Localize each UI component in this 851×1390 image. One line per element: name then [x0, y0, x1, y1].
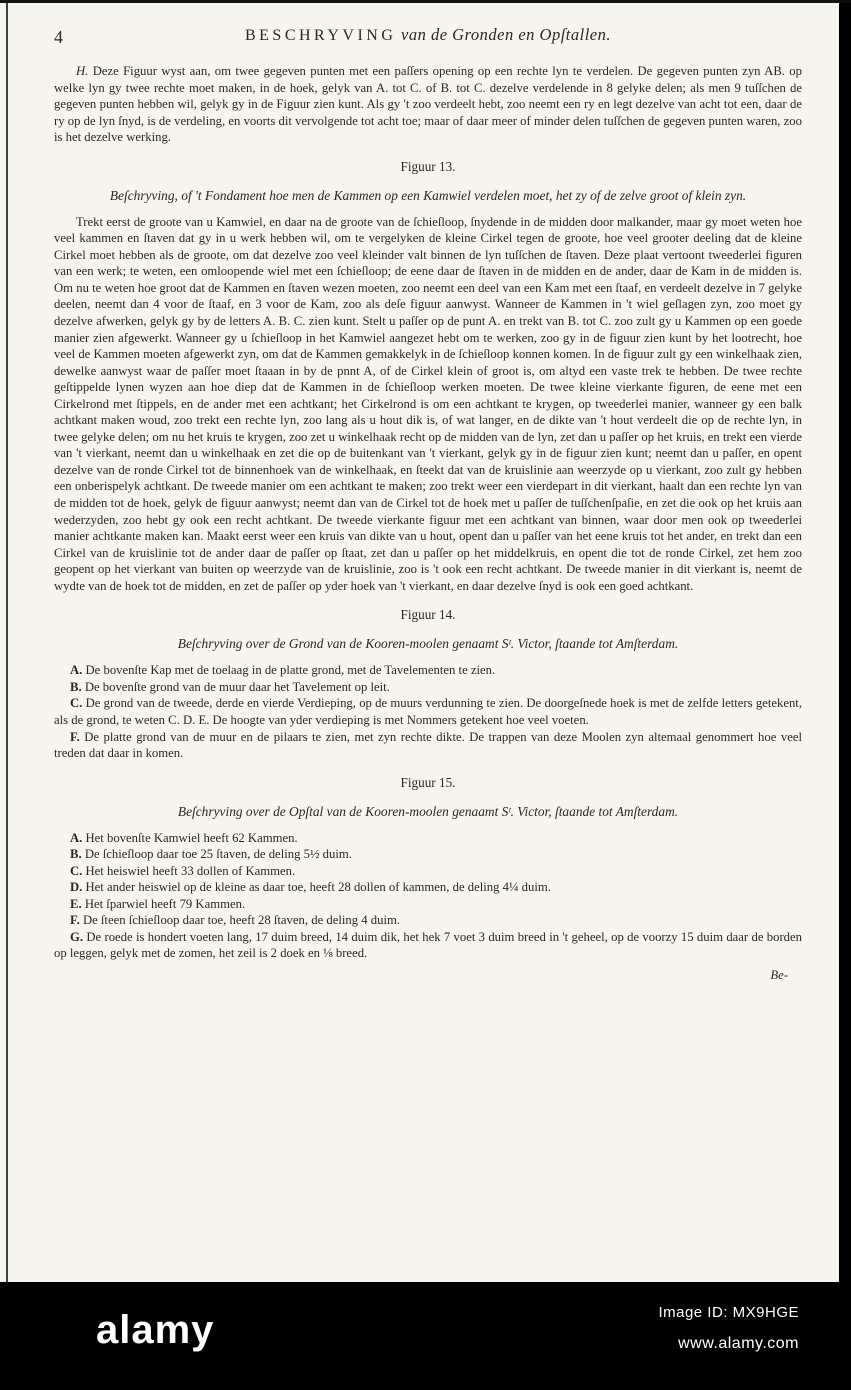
item-text: De ſteen ſchieſloop daar toe, heeft 28 ſtaven, de deling 4 duim. [79, 913, 401, 928]
item-text: De roede is hondert voeten lang, 17 duim breed, 14 duim dik, het hek 7 voet 3 duim breed in 't geheel, op de voorzy 15 duim daar de borden op leggen, gelyk met de zomen, het zeil is 2 doek en ⅛ breed. [54, 929, 802, 961]
page-header [54, 21, 802, 55]
intro-lead-letter: H. [76, 64, 89, 78]
item-text: De ſchieſloop daar toe 25 ſtaven, de deling 5½ duim. [81, 847, 352, 862]
running-title-italic: van de Gronden en Opſtallen. [396, 25, 611, 44]
item-text: Het ander heiswiel op de kleine as daar toe, heeft 28 dollen of kammen, de deling 4¼ duim. [82, 880, 551, 895]
scan-right-edge [839, 3, 851, 1285]
catchword: Be- [770, 967, 788, 982]
list-item [54, 879, 802, 896]
item-letter: C. [70, 696, 83, 711]
running-title [54, 25, 802, 45]
list-item [54, 896, 802, 913]
list-item [54, 662, 802, 679]
page-number: 4 [54, 27, 63, 47]
item-text: De platte grond van de muur en de pilaars te zien, met zyn rechte dikte. De trappen van deze Moolen zyn altemaal genommert hoe veel treden dat daar in komen. [54, 729, 802, 761]
scan-left-edge [6, 3, 8, 1285]
item-letter: E. [70, 896, 82, 911]
item-letter: G. [70, 929, 84, 944]
watermark-bar [0, 1282, 851, 1390]
figure-13-subtitle: Beſchryving, of 't Fondament hoe men de Kammen op een Kamwiel verdelen moet, het zy of de zelve groot of klein zyn. [109, 187, 747, 203]
item-text: De bovenſte grond van de muur daar het Tavelement op leit. [81, 679, 390, 694]
watermark-meta [658, 1304, 799, 1353]
item-letter: F. [70, 913, 80, 928]
figure-14-items [54, 662, 802, 761]
figure-13-caption: Figuur 13. [400, 158, 456, 174]
list-item [54, 929, 802, 962]
item-letter: A. [70, 663, 83, 678]
item-letter: D. [70, 880, 83, 895]
item-text: De bovenſte Kap met de toelaag in de platte grond, met de Tavelementen te zien. [82, 663, 496, 678]
alamy-logo: alamy [96, 1308, 215, 1352]
image-id-label: Image ID: MX9HGE [658, 1304, 799, 1321]
list-item [54, 912, 802, 929]
item-text: De grond van de tweede, derde en vierde Verdieping, op de muurs verdunning te zien. De doorgeſnede hoek is met de zelfde letters getekent, als de grond, te weten C. D. E. De hoogte van yder verdieping is met Nommers getekent hoe veel voeten. [54, 696, 802, 727]
list-item [54, 846, 802, 863]
alamy-url: www.alamy.com [678, 1335, 799, 1352]
item-letter: C. [70, 863, 83, 878]
item-letter: B. [70, 679, 82, 694]
intro-text: Deze Figuur wyst aan, om twee gegeven punten met een paſſers opening op een rechte lyn te verdelen. De gegeven punten zyn AB. op welke lyn gy twee rechte moet maken, in de hoek, gelyk van A. tot C. of B. tot C. dezelve verdelende in 8 gelyke delen; als men 9 tuſſchen de gegeven punten hebben wil, gelyk gy in de Figuur zien kunt. Als gy 't zoo verdeelt hebt, zoo neemt een ry en legt dezelve van acht tot een, daar de ry op de lyn ſnyd, is de verdeling, en voorts dit vervolgende tot acht toe; maar of daar meer of minder delen tuſſchen de gegeven punten waren, zoo is het dezelve werking. [54, 64, 802, 145]
list-item [54, 729, 802, 762]
figure-15-caption: Figuur 15. [400, 774, 456, 790]
item-letter: A. [70, 830, 83, 845]
figure-15-items [54, 830, 802, 962]
item-text: Het bovenſte Kamwiel heeft 62 Kammen. [82, 830, 298, 845]
list-item [54, 679, 802, 696]
list-item [54, 695, 802, 728]
text-column [54, 21, 802, 983]
list-item [54, 830, 802, 847]
item-letter: B. [70, 847, 82, 862]
figure-15-subtitle: Beſchryving over de Opſtal van de Kooren-moolen genaamt Sᵗ. Victor, ſtaande tot Amſterdam. [177, 803, 679, 819]
item-text: Het ſparwiel heeft 79 Kammen. [81, 896, 246, 911]
item-letter: F. [70, 729, 80, 744]
figure-13-body: Trekt eerst de groote van u Kamwiel, en daar na de groote van de ſchieſloop, ſnydende in de midden door malkander, maar gy moet weten hoe veel kammen en ſtaven dat gy in u werk hebben wil, om te vergelyken de kleine Cirkel tegen de groote, hoe veel grooter deeling dat de kleine Cirkel moet hebben als de groote, om dat dezelve zoo veel kleinder valt binnen de lyn tuſſchen de ſtaven. Deze plaat vertoont tweederlei figuren van een werk; te weten, een omloopende wiel met een ſchieſloop; de eene daar de ſtaven in de midden en de ander, daar de Kam in de midden is. Om nu te weten hoe groot dat de Kammen en ſtaven wezen moeten, zoo neemt een deel van een Kam met een ſtaaf, en verdeelt dezelve in 7 gelyke deelen, neemt dan 4 voor de ſtaaf, en 3 voor de Kam, zoo als deſe figuur aanwyst. Wanneer de Kammen in 't wiel geſlagen zyn, zoo moet gy dezelve afwerken, gelyk gy by de letters A. B. C. zien kunt. Stelt u paſſer op de punt A. en trekt van B. tot C. zoo zult gy u Kammen op een goede manier zien afgewerkt. Wanneer gy u ſchieſloop in het Kamwiel aangezet hebt om te werken, zoo gy in de figuur zien kunt by het lootrecht, hoe veel de Kammen moeten afgewerkt zyn, om dat de Kammen gemakkelyk in de ſchieſloop konnen komen. In de figuur zult gy een winkelhaak zien, dewelke aanwyst waar de paſſer moet ſtaaan in by de pnnt A, of de Cirkel klein of groot is, om altyd een vaste trek te hebben. De twee rechte geſtippelde lynen wyzen aan hoe diep dat de Kammen in de ſchieſloop werken moeten. De twee kleine vierkante figuren, de eene met een Cirkelrond met ſtippels, en de ander met een achtkant; het Cirkelrond is om een achtkant te krygen, op tweederlei manier, wanneer gy een balk achtkant maken woud, zoo trekt een rechte lyn, zoo lang als u hout dik is, of wat langer, en de dikte van 't hout verdeelt die op de rechte lyn, in twee gelyke delen; om nu het kruis te krygen, zoo zet u winkelhaak recht op de midden van de lyn, zet dan u paſſer op het kruis, en trekt een vierde van 't vierkant, neemt dan u winkelhaak en zet die op de buitenkant van 't vierkant, gelyk gy in de figuur zien kunt; neemt dan u paſſer, en opent dezelve van de ronde Cirkel tot de binnenhoek van de winkelhaak, en ſteekt dat van de kruislinie aan weerzyde op u vierkant, zoo zult gy hebben een onberispelyk achtkant. De tweede manier om een achtkant te maken; zoo trekt weer een vierdepart in dit vierkant, haalt dan een rechte lyn van de midden tot de hoek, gelyk de figuur aanwyst; neemt dan van de Cirkel tot de hoek met u paſſer de tuſſchenſpaſie, en zet die ook op het kruis aan wederzyden, zoo hebt gy ook een recht achtkant. De tweede vierkante figuur met een achtkant van binnen, waar door men ook op tweederlei manier achtkante maken kan. Maakt eerst weer een kruis van dikte van u hout, opent dan u paſſer van het eene kruis tot het ander, en trekt dan een Cirkel van de kruislinie tot de ander daar de paſſer op ſtaat, zet dan u paſſer op het middelkruis, en opent die tot de ronde Cirkel, zet hem zoo geopent op het vierkant van buiten op weerzyde van de kruislinie, zoo is 't ook een recht achtkant. De tweede manier in dit vierkant is, neemt de wydte van de hoek tot de midden, en zet de paſſer op yder hoek van 't vierkant, en daar dezelve ſnyd is ook een goed achtkant. [54, 214, 802, 593]
list-item [54, 863, 802, 880]
running-title-caps: BESCHRYVING [244, 27, 397, 44]
intro-paragraph [54, 63, 802, 146]
figure-14-subtitle: Beſchryving over de Grond van de Kooren-moolen genaamt Sᵗ. Victor, ſtaande tot Amſterdam. [177, 636, 679, 652]
item-text: Het heiswiel heeft 33 dollen of Kammen. [82, 863, 296, 878]
figure-14-caption: Figuur 14. [400, 607, 456, 623]
